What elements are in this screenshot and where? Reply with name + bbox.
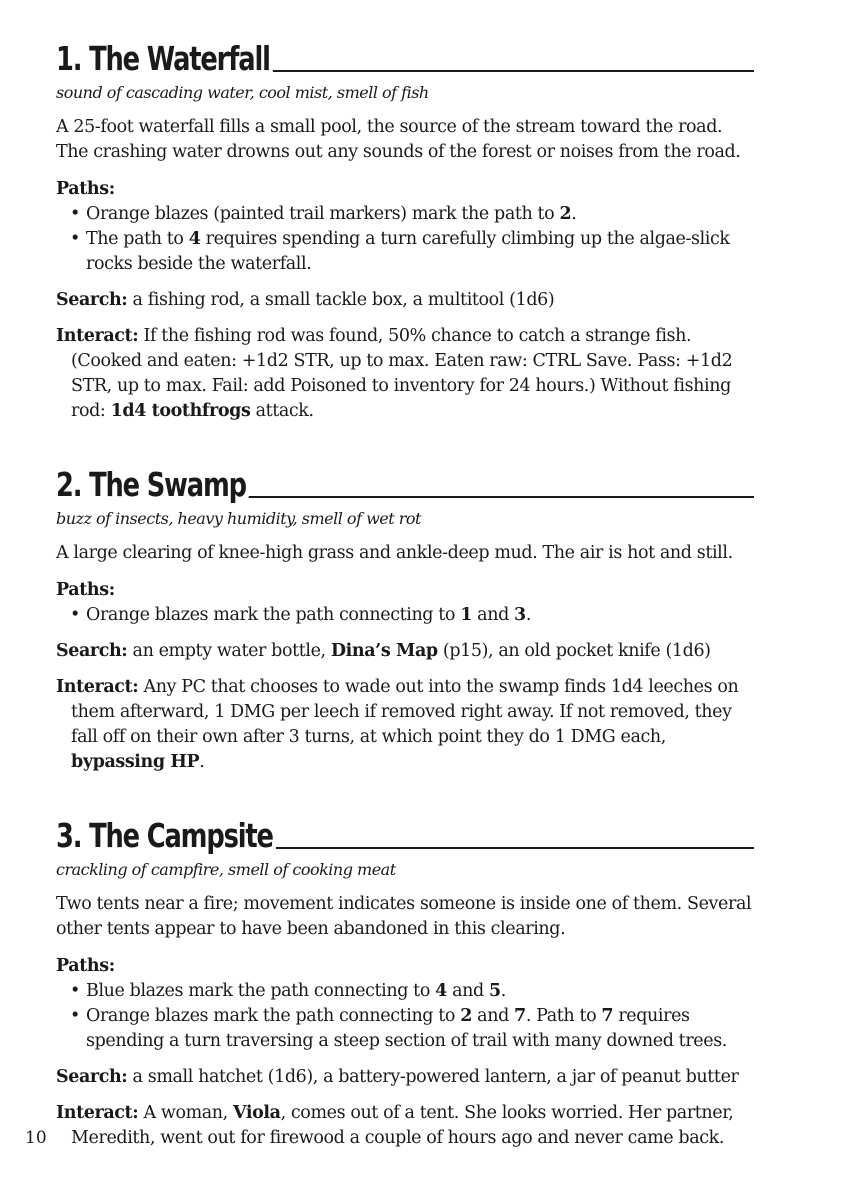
description-text: Two tents near a fire; movement indicates someone is inside one of them. Several other tents appear to have been abandoned in this clearing.: [56, 894, 752, 939]
path-item: • The path to 4 requires spending a turn carefully climbing up the algae-slick rocks beside the waterfall.: [70, 229, 730, 274]
interact-label: Interact:: [56, 1103, 139, 1123]
atmosphere-text: buzz of insects, heavy humidity, smell of wet rot: [56, 509, 421, 528]
page-content: [56, 28, 754, 1181]
section-heading: [56, 805, 754, 855]
paths-list: [56, 603, 754, 628]
interact-label: Interact:: [56, 326, 139, 346]
bullet-icon: •: [70, 229, 80, 249]
section-heading: [56, 28, 754, 78]
search-paragraph: Search: a fishing rod, a small tackle box, a multitool (1d6): [56, 290, 555, 310]
atmosphere-text: sound of cascading water, cool mist, smell of fish: [56, 83, 429, 102]
paths-list: [56, 979, 754, 1054]
path-item: • Orange blazes mark the path connecting to 2 and 7. Path to 7 requires spending a turn traversing a steep section of trail with many downed trees.: [70, 1006, 727, 1051]
description-text: A large clearing of knee-high grass and ankle-deep mud. The air is hot and still.: [56, 543, 733, 563]
interact-label: Interact:: [56, 677, 139, 697]
section-campsite: [56, 805, 754, 1151]
paths-label: Paths:: [56, 580, 115, 600]
section-title: 3. The Campsite: [56, 819, 276, 852]
bullet-icon: •: [70, 981, 80, 1001]
search-label: Search:: [56, 1067, 128, 1087]
section-title: 2. The Swamp: [56, 468, 249, 501]
section-waterfall: [56, 28, 754, 424]
bullet-icon: •: [70, 204, 80, 224]
path-item: • Orange blazes mark the path connecting to 1 and 3.: [56, 603, 754, 628]
paths-label: Paths:: [56, 956, 115, 976]
path-item: • Orange blazes (painted trail markers) mark the path to 2.: [56, 202, 754, 227]
section-swamp: [56, 454, 754, 775]
bullet-icon: •: [70, 605, 80, 625]
paths-list: [56, 202, 754, 277]
page-number: 10: [25, 1128, 47, 1148]
interact-paragraph: Interact: If the fishing rod was found, 50% chance to catch a strange fish. (Cooked and eaten: +1d2 STR, up to max. Eaten raw: CTRL Save. Pass: +1d2 STR, up to max. Fail: add Poisoned to inventory for 24 hours.) Without fishing rod: 1d4 toothfrogs attack.: [56, 326, 733, 421]
path-item: • Blue blazes mark the path connecting to 4 and 5.: [56, 979, 754, 1004]
description-text: A 25-foot waterfall fills a small pool, the source of the stream toward the road. The crashing water drowns out any sounds of the forest or noises from the road.: [56, 117, 741, 162]
interact-paragraph: Interact: A woman, Viola, comes out of a tent. She looks worried. Her partner, Meredith, went out for firewood a couple of hours ago and never came back.: [56, 1103, 734, 1148]
section-heading: [56, 454, 754, 504]
search-paragraph: Search: an empty water bottle, Dina’s Map (p15), an old pocket knife (1d6): [56, 641, 711, 661]
bullet-icon: •: [70, 1006, 80, 1026]
paths-label: Paths:: [56, 179, 115, 199]
interact-paragraph: Interact: Any PC that chooses to wade out into the swamp finds 1d4 leeches on them afterward, 1 DMG per leech if removed right away. If not removed, they fall off on their own after 3 turns, at which point they do 1 DMG each, bypassing HP.: [56, 677, 739, 772]
search-label: Search:: [56, 641, 128, 661]
atmosphere-text: crackling of campfire, smell of cooking meat: [56, 860, 396, 879]
section-title: 1. The Waterfall: [56, 42, 273, 75]
search-paragraph: Search: a small hatchet (1d6), a battery-powered lantern, a jar of peanut butter: [56, 1067, 739, 1087]
search-label: Search:: [56, 290, 128, 310]
